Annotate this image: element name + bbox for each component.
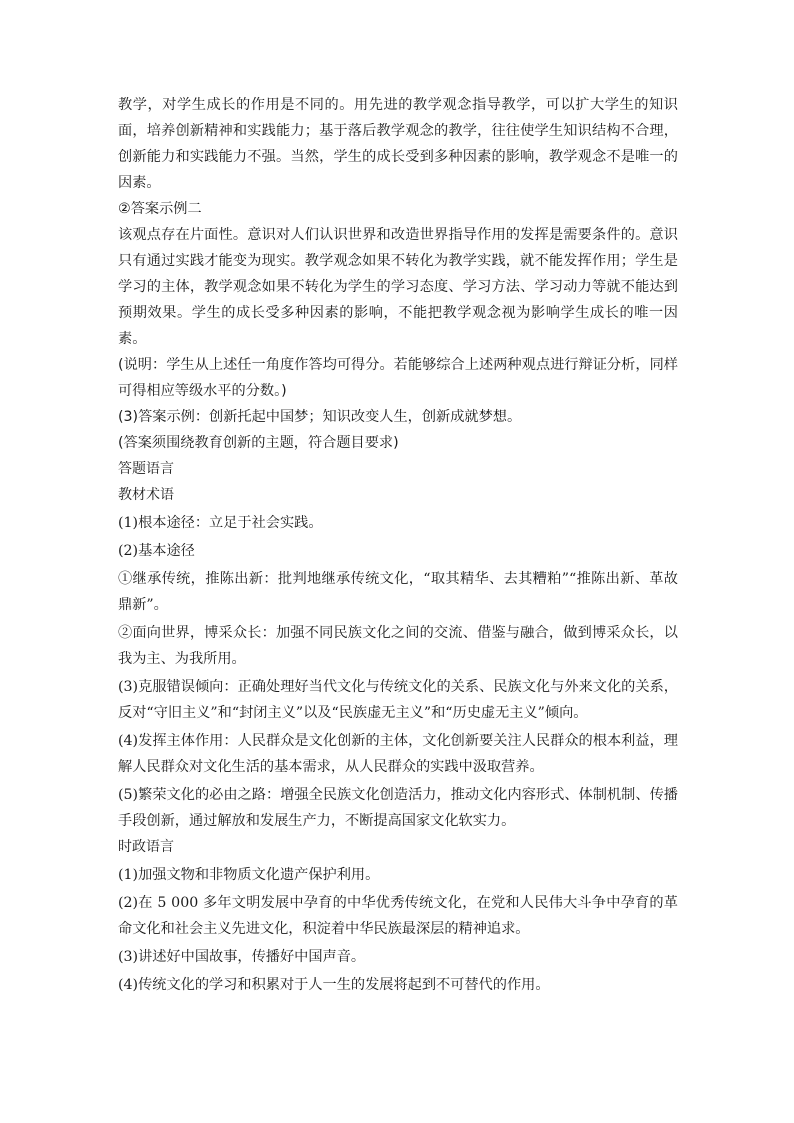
- paragraph-answer-example-two: 该观点存在片面性。意识对人们认识世界和改造世界指导作用的发挥是需要条件的。意识只有通过实践才能变为现实。教学观念如果不转化为教学实践，就不能发挥作用；学生是学习的主体，教学观念如果不转化为学生的学习态度、学习方法、学习动力等就不能达到预期效果。学生的成长受多种因素的影响，不能把教学观念视为影响学生成长的唯一因素。: [118, 227, 678, 347]
- textbook-item-4: (4)发挥主体作用：人民群众是文化创新的主体，文化创新要关注人民群众的根本利益，理解人民群众对文化生活的基本需求，从人民群众的实践中汲取营养。: [118, 733, 678, 775]
- heading-textbook-terms: 教材术语: [118, 487, 174, 503]
- current-item-1: (1)加强文物和非物质文化遗产保护利用。: [118, 867, 380, 883]
- paragraph-answer-3: (3)答案示例：创新托起中国梦；知识改变人生，创新成就梦想。: [118, 409, 522, 425]
- paragraph-scoring-note: (说明：学生从上述任一角度作答均可得分。若能够综合上述两种观点进行辩证分析，同样可得相应等级水平的分数。): [118, 357, 678, 399]
- textbook-item-2-sub-2: ②面向世界，博采众长：加强不同民族文化之间的交流、借鉴与融合，做到博采众长，以我为主、为我所用。: [118, 625, 678, 667]
- textbook-item-5: (5)繁荣文化的必由之路：增强全民族文化创造活力，推动文化内容形式、体制机制、传播手段创新，通过解放和发展生产力，不断提高国家文化软实力。: [118, 787, 678, 829]
- current-item-4: (4)传统文化的学习和积累对于人一生的发展将起到不可替代的作用。: [118, 977, 550, 993]
- paragraph-answer-example-one-continued: 教学，对学生成长的作用是不同的。用先进的教学观念指导教学，可以扩大学生的知识面，培养创新精神和实践能力；基于落后教学观念的教学，往往使学生知识结构不合理，创新能力和实践能力不强。当然，学生的成长受到多种因素的影响，教学观念不是唯一的因素。: [118, 97, 678, 191]
- paragraph-answer-3-note: (答案须围绕教育创新的主题，符合题目要求): [118, 435, 399, 451]
- document-body: [118, 92, 678, 998]
- current-item-2: (2)在 5 000 多年文明发展中孕育的中华优秀传统文化，在党和人民伟大斗争中孕育的革命文化和社会主义先进文化，积淀着中华民族最深层的精神追求。: [118, 895, 678, 937]
- heading-current-affairs-language: 时政语言: [118, 839, 174, 855]
- heading-answer-language: 答题语言: [118, 461, 174, 477]
- textbook-item-2: (2)基本途径: [118, 543, 195, 559]
- current-item-3: (3)讲述好中国故事，传播好中国声音。: [118, 949, 366, 965]
- textbook-item-3: (3)克服错误倾向：正确处理好当代文化与传统文化的关系、民族文化与外来文化的关系，反对“守旧主义”和“封闭主义”以及“民族虚无主义”和“历史虚无主义”倾向。: [118, 679, 678, 721]
- textbook-item-2-sub-1: ①继承传统，推陈出新：批判地继承传统文化，“取其精华、去其糟粕”“推陈出新、革故鼎新”。: [118, 571, 678, 613]
- textbook-item-1: (1)根本途径：立足于社会实践。: [118, 515, 323, 531]
- paragraph-answer-example-two-label: ②答案示例二: [118, 201, 202, 217]
